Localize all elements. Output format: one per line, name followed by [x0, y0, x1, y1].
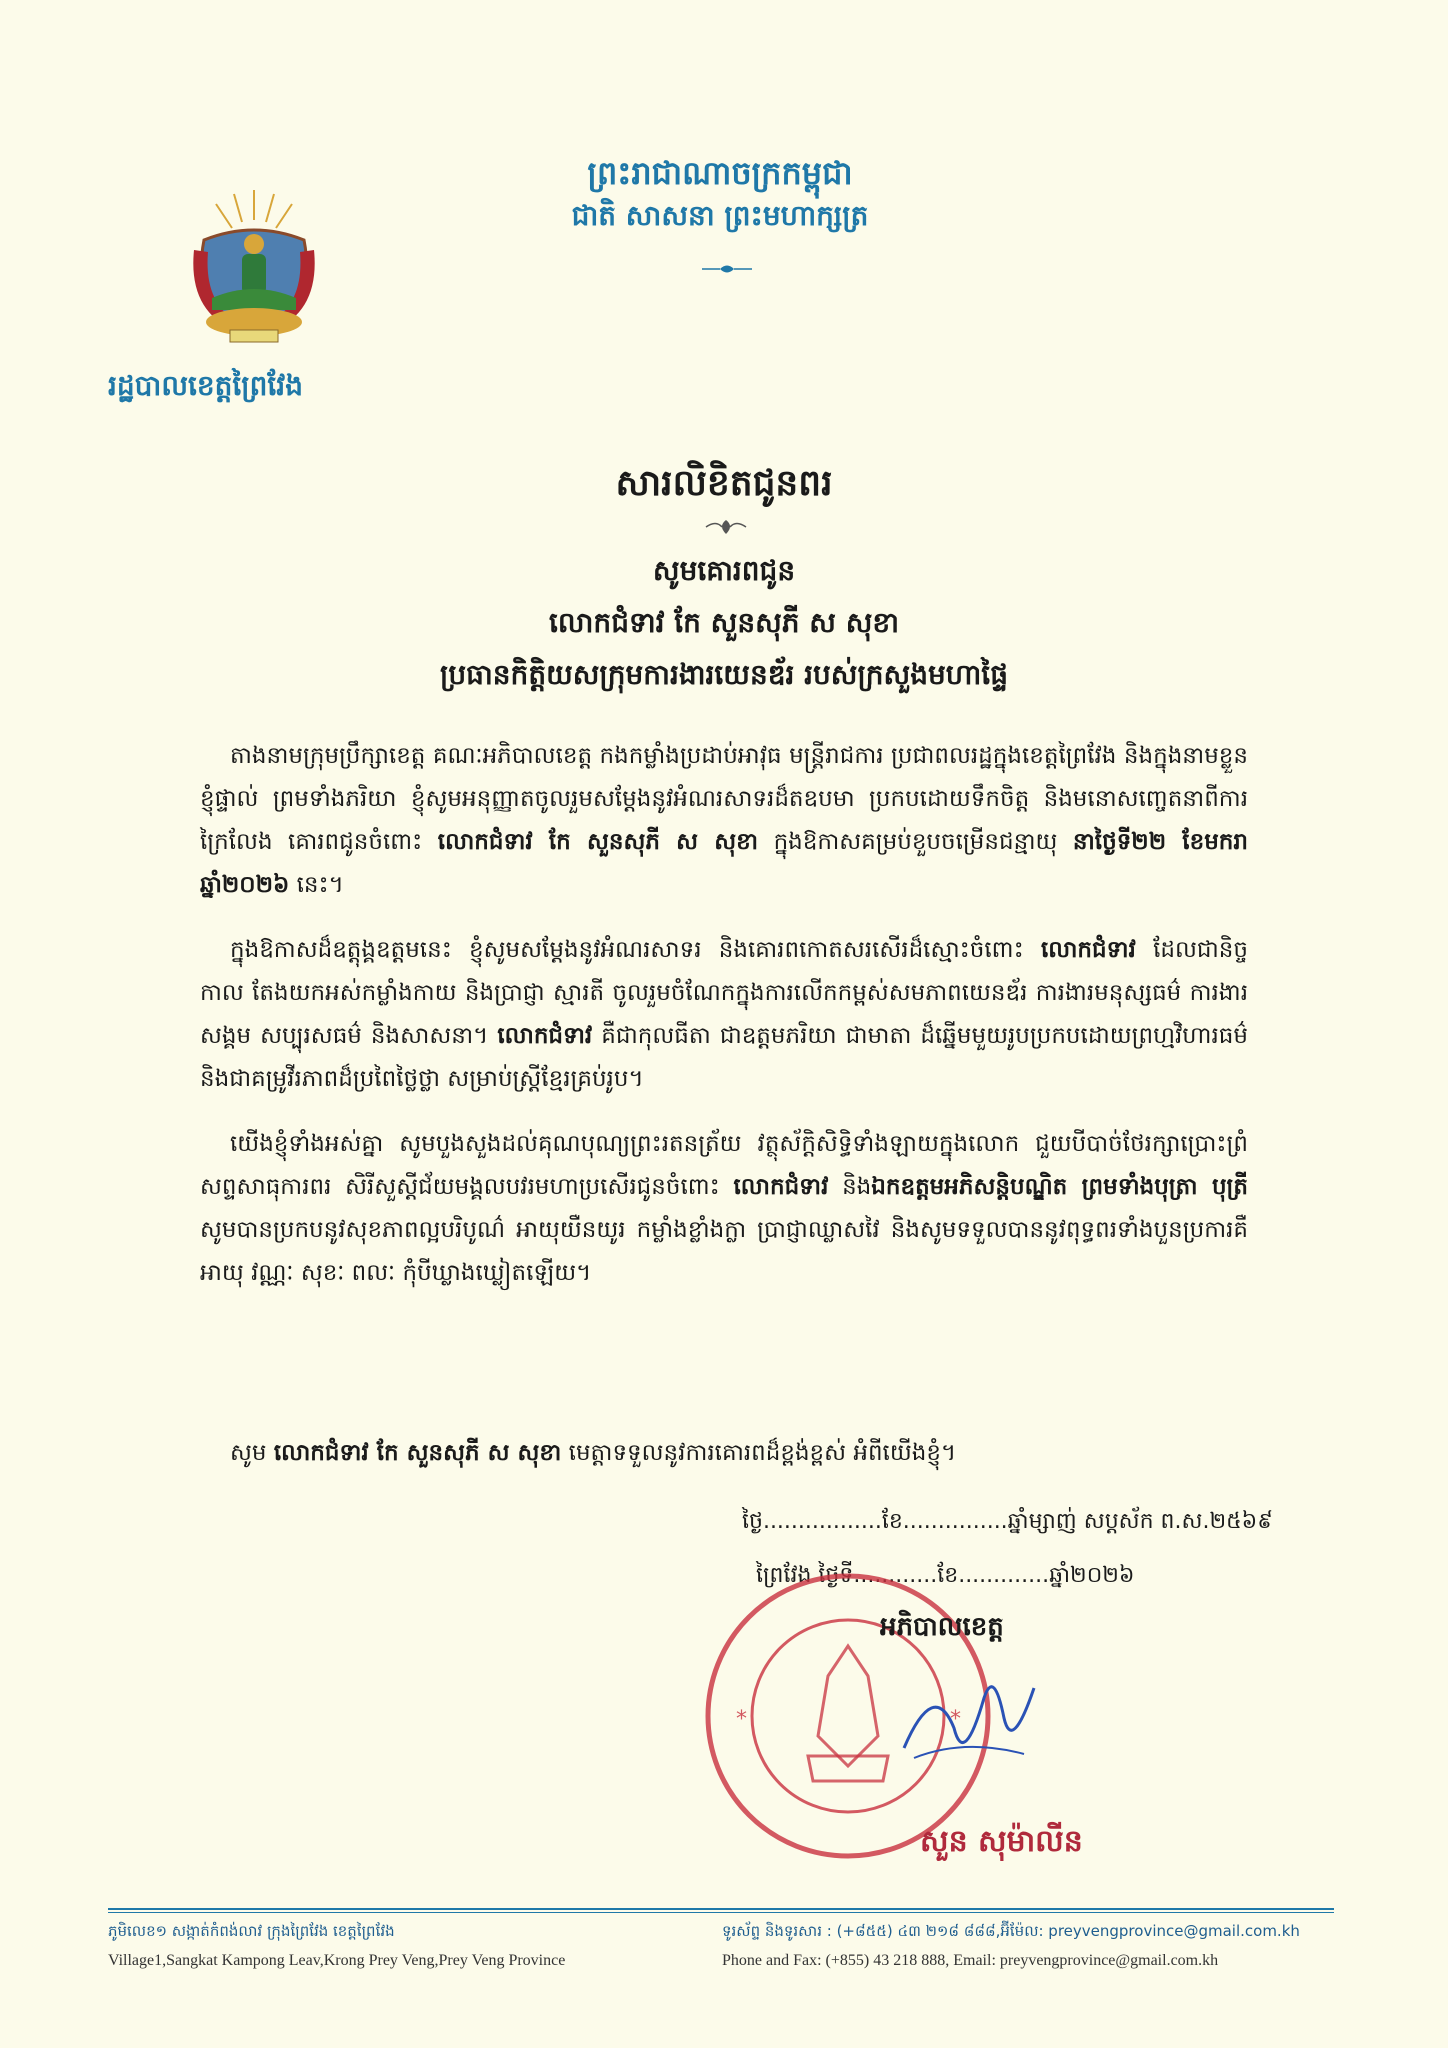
- footer-contact-km: ទូរស័ព្ទ និងទូរសារ : (+៨៥៥) ៤៣ ២១៨ ៨៨៨,អ៊ីម៉ែល: preyvengprovince@gmail.com.kh: [722, 1922, 1300, 1940]
- handwritten-signature-icon: [894, 1658, 1044, 1778]
- footer-address-en: Village1,Sangkat Kampong Leav,Krong Prey Veng,Prey Veng Province: [108, 1952, 566, 1969]
- lunar-date: ថ្ងៃ.................ខែ...............ឆ្នាំម្សាញ់ សប្តស័ក ព.ស.២៥៦៩: [742, 1509, 1273, 1534]
- ornament-divider-icon: [700, 262, 754, 276]
- signatory-title: អភិបាលខេត្ត: [880, 1612, 1004, 1642]
- paragraph-1: [200, 735, 1248, 907]
- footer-divider: [108, 1908, 1334, 1910]
- p2-honoree-title: លោកជំទាវ: [1040, 937, 1136, 963]
- p2-honoree-title-2: លោកជំទាវ: [497, 1023, 593, 1049]
- p1-text-c: នេះ។: [289, 872, 344, 898]
- p1-honoree-name: លោកជំទាវ កែ សួនសុភី ស សុខា: [437, 829, 759, 855]
- paragraph-2: [200, 929, 1248, 1101]
- p1-text-a: តាងនាមក្រុមប្រឹក្សាខេត្ត គណៈអភិបាលខេត្ត កងកម្លាំងប្រដាប់អាវុធ មន្ត្រីរាជការ ប្រជាពលរដ្ឋក្នុងខេត្តព្រៃវែង និងក្នុងនាមខ្លួនខ្ញុំផ្ទាល់ ព្រមទាំងភរិយា ខ្ញុំសូមអនុញ្ញាតចូលរួមសម្តែងនូវអំណរសាទរដ៏តឧបមា ប្រកបដោយទឹកចិត្ត និងមនោសញ្ចេតនាពីការក្រៃលែង គោរពជូនចំពោះ: [200, 743, 1248, 855]
- addressee-block: [300, 545, 1148, 701]
- svg-text:*: *: [736, 1707, 747, 1732]
- solar-date: ព្រៃវែង ថ្ងៃទី............ខែ.............ឆ្នាំ២០២៦: [756, 1563, 1135, 1588]
- p1-text-b: ក្នុងឱកាសគម្រប់ខួបចម្រើនជន្មាយុ: [758, 829, 1073, 855]
- salutation: សូមគោរពជូន: [652, 554, 796, 587]
- footer-divider-thin: [108, 1912, 1334, 1913]
- province-emblem-icon: [184, 180, 324, 350]
- footer-address-km: ភូមិលេខ១ សង្កាត់កំពង់លាវ ក្រុងព្រៃវែង ខេត្តព្រៃវែង: [108, 1922, 395, 1940]
- p2-text-b: ដែលជានិច្ចកាល តែងយកអស់កម្លាំងកាយ និងប្រាជ្ញា ស្មារតី ចូលរួមចំណែកក្នុងការលើកកម្ពស់សមភាពយេនឌ័រ ការងារមនុស្សធម៌ ការងារសង្គម សប្បុរសធម៌ និងសាសនា។: [200, 937, 1248, 1049]
- kingdom-title: ព្រះរាជាណាចក្រកម្ពុជា: [587, 154, 853, 192]
- addressee-position: ប្រធានកិត្តិយសក្រុមការងារយេនឌ័រ របស់ក្រសួងមហាផ្ទៃ: [440, 658, 1008, 691]
- closing-prefix: សូម: [230, 1440, 274, 1466]
- p3-text-b: និង: [828, 1174, 872, 1200]
- p1-birthday-date: នាថ្ងៃទី២២ ខែមករា ឆ្នាំ២០២៦: [200, 829, 1249, 898]
- provincial-administration-name: រដ្ឋបាលខេត្តព្រៃវែង: [108, 369, 303, 402]
- paragraph-3: [200, 1123, 1248, 1295]
- addressee-name: លោកជំទាវ កែ សួនសុភី ស សុខា: [548, 606, 900, 639]
- signatory-name: សួន សុម៉ាលីន: [920, 1824, 1083, 1859]
- p3-spouse-family: ឯកឧត្តមអភិសន្តិបណ្ឌិត ព្រមទាំងបុត្រា បុត្រី: [871, 1174, 1249, 1200]
- p3-honoree-title: លោកជំទាវ: [733, 1174, 829, 1200]
- document-title: សារលិខិតជូនពរ: [615, 463, 833, 504]
- national-motto: ជាតិ សាសនា ព្រះមហាក្សត្រ: [571, 199, 869, 232]
- p3-text-c: សូមបានប្រកបនូវសុខភាពល្អបរិបូណ៌ អាយុយឺនយូរ កម្លាំងខ្លាំងក្លា ប្រាជ្ញាឈ្លាសវៃ និងសូមទទួលបាននូវពុទ្ធពរទាំងបួនប្រការគឺ អាយុ វណ្ណៈ សុខៈ ពលៈ កុំបីឃ្លាងឃ្លៀតឡើយ។: [200, 1217, 1248, 1286]
- title-ornament-icon: [704, 516, 748, 538]
- p2-text-c: គឺជាកុលធីតា ជាឧត្តមភរិយា ជាមាតា ដ៏ឆ្នើមមួយរូបប្រកបដោយព្រហ្មវិហារធម៌ និងជាគម្រូវីរភាពដ៏ប្រពៃថ្លៃថ្លា សម្រាប់ស្ត្រីខ្មែរគ្រប់រូប។: [200, 1023, 1248, 1092]
- p2-text-a: ក្នុងឱកាសដ៏ឧត្តុង្គឧត្តមនេះ ខ្ញុំសូមសម្តែងនូវអំណរសាទរ និងគោរពកោតសរសើរដ៏ស្មោះចំពោះ: [230, 937, 1041, 963]
- closing-suffix: មេត្តាទទួលនូវការគោរពដ៏ខ្ពង់ខ្ពស់ អំពីយើងខ្ញុំ។: [561, 1440, 957, 1466]
- closing-honoree-name: លោកជំទាវ កែ សួនសុភី ស សុខា: [273, 1440, 562, 1466]
- kingdom-header: [480, 150, 960, 236]
- closing-line: [230, 1432, 1280, 1475]
- p3-text-a: យើងខ្ញុំទាំងអស់គ្នា សូមបួងសួងដល់គុណបុណ្យព្រះរតនត្រ័យ វត្ថុស័ក្តិសិទ្ធិទាំងឡាយក្នុងលោក ជួយបីបាច់ថែរក្សាប្រោះព្រំសព្ទសាធុការពរ សិរីសួស្តីជ័យមង្គលបវរមហាប្រសើរជូនចំពោះ: [200, 1131, 1248, 1200]
- letter-body: [200, 735, 1248, 1317]
- svg-text:*: *: [950, 1707, 961, 1732]
- footer-contact-en: Phone and Fax: (+855) 43 218 888, Email: preyvengprovince@gmail.com.kh: [722, 1952, 1219, 1969]
